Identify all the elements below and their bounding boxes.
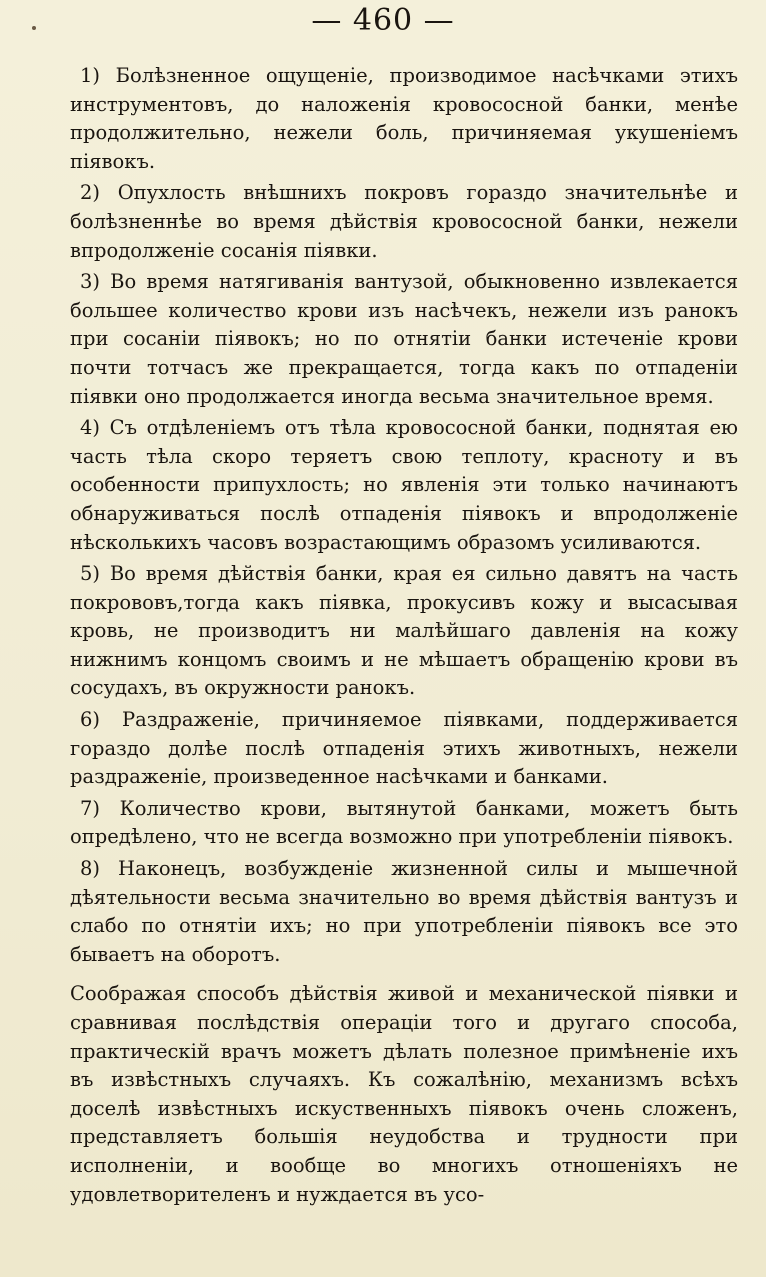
closing-paragraph: Соображая способъ дѣйствія живой и механической піявки и сравнивая послѣдствія операціи того и другаго способа, практическій врачъ можетъ дѣлать полезное примѣненіе ихъ въ извѣстныхъ случаяхъ. Къ сожалѣнію, механизмъ всѣхъ доселѣ извѣстныхъ искуственныхъ піявокъ очень сложенъ, представляетъ большія неудобства и трудности при исполненіи, и вообще во многихъ отношеніяхъ не удовлетворителенъ и нуждается въ усо- — [70, 982, 738, 1206]
numbered-paragraph-3: 3) Во время натягиванія вантузой, обыкновенно извлекается большее количество крови изъ насѣчекъ, нежели изъ ранокъ при сосаніи піявокъ; но по отнятіи банки истеченіе крови почти тотчасъ же прекращается, тогда какъ по отпаденіи піявки оно продолжается иногда весьма значительное время. — [70, 270, 738, 408]
numbered-paragraph-5: 5) Во время дѣйствія банки, края ея сильно давятъ на часть покрововъ,тогда какъ піявка, прокусивъ кожу и высасывая кровь, не производитъ ни малѣйшаго давленія на кожу нижнимъ концомъ своимъ и не мѣшаетъ обращенію крови въ сосудахъ, въ окружности ранокъ. — [70, 562, 738, 700]
numbered-paragraph-1: 1) Болѣзненное ощущеніе, производимое насѣчками этихъ инструментовъ, до наложенія кровососной банки, менѣе продолжительно, нежели боль, причиняемая укушеніемъ піявокъ. — [70, 64, 738, 173]
numbered-paragraph-8: 8) Наконецъ, возбужденіе жизненной силы и мышечной дѣятельности весьма значительно во время дѣйствія вантузъ и слабо по отнятіи ихъ; но при употребленіи піявокъ все это бываетъ на оборотъ. — [70, 857, 738, 966]
numbered-paragraph-4: 4) Съ отдѣленіемъ отъ тѣла кровососной банки, поднятая ею часть тѣла скоро теряетъ свою теплоту, красноту и въ особенности припухлость; но явленія эти только начинаютъ обнаруживаться послѣ отпаденія піявокъ и впродолженіе нѣсколькихъ часовъ возрастающимъ образомъ усиливаются. — [70, 416, 738, 554]
numbered-paragraph-7: 7) Количество крови, вытянутой банками, можетъ быть опредѣлено, что не всегда возможно при употребленіи піявокъ. — [70, 796, 738, 849]
page-body — [70, 62, 738, 1212]
numbered-paragraph-6: 6) Раздраженіе, причиняемое піявками, поддерживается гораздо долѣе послѣ отпаденія этихъ животныхъ, нежели раздраженіе, произведенное насѣчками и банками. — [70, 708, 738, 789]
numbered-paragraph-2: 2) Опухлость внѣшнихъ покровъ гораздо значительнѣе и болѣзненнѣе во время дѣйствія кровососной банки, нежели впродолженіе сосанія піявки. — [70, 181, 738, 262]
page-number: — 460 — — [311, 3, 455, 38]
